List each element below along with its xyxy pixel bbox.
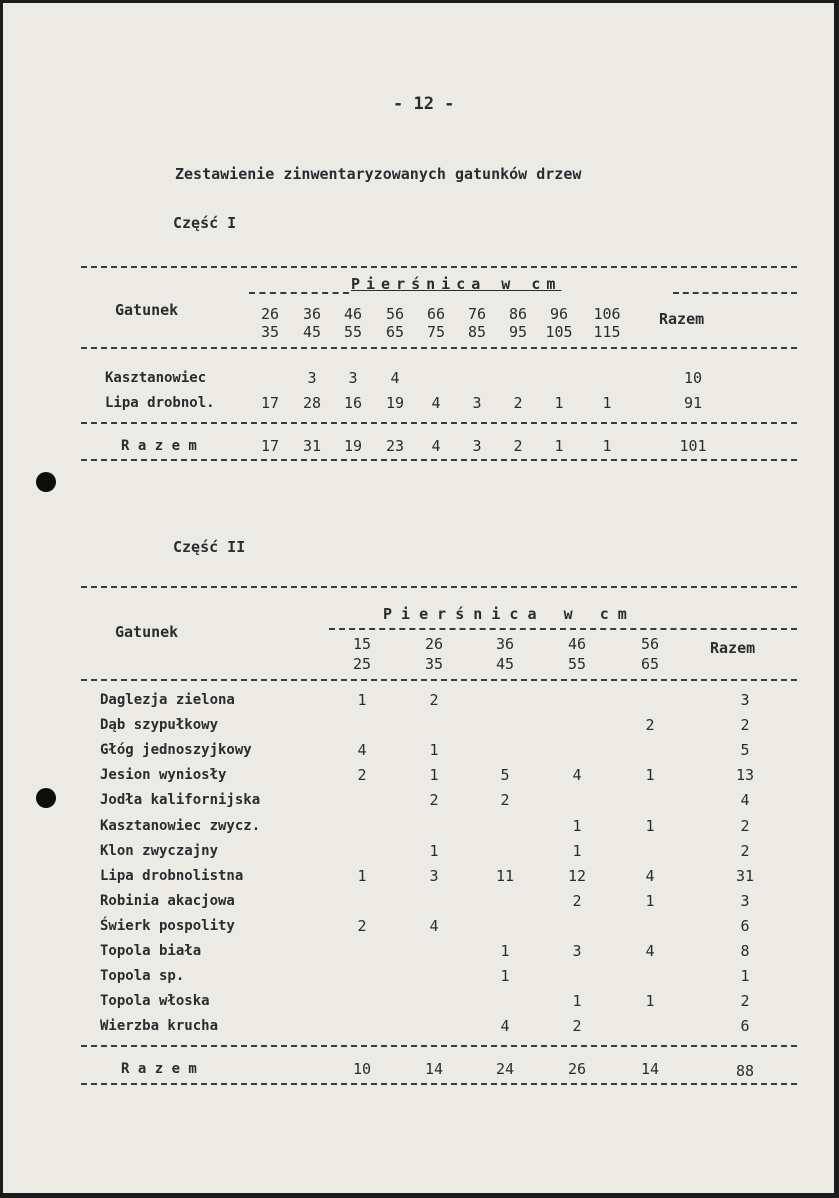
part2-cell: 1 [500,967,510,986]
part1-row-total: 10 [683,369,703,387]
part1-sum-cell: 1 [554,437,564,455]
part1-rule-bottom [81,459,797,461]
part2-total-header: Razem [710,639,756,657]
part1-rule-header [81,347,797,349]
part2-range-bottom: 65 [640,655,660,673]
part1-cell: 16 [343,394,363,412]
part1-sum-cell: 23 [385,437,405,455]
part1-sum-total: 101 [679,437,707,455]
part2-cell: 1 [645,891,655,910]
part2-cell: 2 [572,1017,582,1036]
part2-sum-cell: 24 [495,1060,515,1078]
part2-cell: 4 [645,866,655,885]
part2-row-total: 2 [740,992,750,1011]
part1-group-rule-left [249,292,349,294]
part2-cell: 4 [429,916,439,935]
part2-range-top: 26 [424,635,444,653]
part2-row-total: 3 [740,891,750,910]
part2-row-total: 3 [740,691,750,709]
part1-total-header: Razem [659,310,705,328]
part2-species-name: Topola sp. [100,968,185,985]
part1-cell: 19 [385,394,405,412]
part1-cell: 1 [554,394,564,412]
part1-species-header: Gatunek [115,301,179,319]
part1-sum-cell: 4 [431,437,441,455]
part2-cell: 1 [572,841,582,860]
part2-group-header: P i e r ś n i c a w c m [383,605,627,623]
part2-cell: 2 [429,791,439,810]
part2-species-name: Świerk pospolity [100,917,235,934]
part1-heading: Część I [173,214,237,232]
part1-cell: 3 [348,369,358,387]
part1-sum-cell: 1 [602,437,612,455]
part1-species-name: Kasztanowiec [105,370,207,386]
part1-rule-sum [81,422,797,424]
part2-sum-label: R a z e m [121,1061,197,1077]
part1-range-top: 26 [260,305,280,323]
part2-heading: Część II [173,538,246,556]
part2-species-name: Głóg jednoszyjkowy [100,742,252,759]
part2-cell: 2 [357,766,367,785]
part2-row-total: 2 [740,841,750,860]
part2-cell: 1 [357,866,367,885]
part2-species-name: Topola biała [100,943,202,959]
part1-cell: 1 [602,394,612,412]
part2-cell: 4 [645,942,655,960]
part1-sum-cell: 2 [513,437,523,455]
part2-cell: 1 [357,691,367,709]
part1-cell: 3 [472,394,482,412]
part2-species-name: Kasztanowiec zwycz. [100,817,261,834]
part1-cell: 2 [513,394,523,412]
part1-cell: 4 [390,369,400,387]
part1-range-top: 96 [549,305,569,323]
part1-sum-cell: 17 [260,437,280,455]
part2-sum-cell: 26 [567,1060,587,1078]
part2-row-total: 31 [735,866,755,885]
part1-range-bottom: 115 [593,323,621,341]
part2-cell: 1 [500,942,510,960]
part1-range-bottom: 105 [545,323,573,341]
part2-range-top: 56 [640,635,660,653]
part2-row-total: 8 [740,942,750,960]
part2-cell: 2 [572,891,582,910]
part2-cell: 1 [645,766,655,785]
part2-species-name: Dąb szypułkowy [100,717,219,734]
part2-cell: 3 [572,942,582,960]
part2-species-name: Robinia akacjowa [100,892,235,909]
part2-species-header: Gatunek [115,623,179,641]
part1-range-top: 106 [593,305,621,323]
part1-range-bottom: 75 [426,323,446,341]
part1-range-bottom: 95 [508,323,528,341]
part2-sum-total: 88 [735,1062,755,1080]
part2-row-total: 13 [735,766,755,785]
part1-range-top: 56 [385,305,405,323]
part2-row-total: 6 [740,1017,750,1036]
document-title: Zestawienie zinwentaryzowanych gatunków drzew [175,165,582,183]
part2-species-name: Jodła kalifornijska [100,792,261,809]
part2-sum-cell: 14 [424,1060,444,1078]
part1-range-bottom: 55 [343,323,363,341]
part2-rule-header [81,679,797,681]
part2-cell: 12 [567,866,587,885]
part2-range-bottom: 25 [352,655,372,673]
part2-row-total: 4 [740,791,750,810]
binder-hole-bottom [36,788,56,808]
part2-cell: 2 [357,916,367,935]
part1-species-name: Lipa drobnol. [105,395,215,411]
part2-row-total: 2 [740,716,750,735]
part2-species-name: Jesion wyniosły [100,767,227,784]
part1-sum-cell: 3 [472,437,482,455]
part2-range-bottom: 45 [495,655,515,673]
part1-range-top: 86 [508,305,528,323]
part2-cell: 1 [429,741,439,760]
part2-range-top: 15 [352,635,372,653]
part2-row-total: 5 [740,741,750,760]
part2-range-top: 46 [567,635,587,653]
part2-row-total: 2 [740,816,750,835]
part2-cell: 4 [572,766,582,785]
part1-range-bottom: 85 [467,323,487,341]
part2-row-total: 1 [740,967,750,986]
part2-cell: 1 [645,816,655,835]
part1-range-top: 76 [467,305,487,323]
part2-sum-cell: 10 [352,1060,372,1078]
part1-range-bottom: 35 [260,323,280,341]
part2-species-name: Lipa drobnolistna [100,867,244,884]
part2-cell: 2 [500,791,510,810]
part1-row-total: 91 [683,394,703,412]
part1-sum-label: R a z e m [121,438,197,454]
part2-cell: 1 [572,816,582,835]
part1-sum-cell: 19 [343,437,363,455]
part1-cell: 4 [431,394,441,412]
part1-rule-top [81,266,797,268]
part1-cell: 3 [307,369,317,387]
part2-cell: 1 [429,766,439,785]
part1-range-bottom: 65 [385,323,405,341]
part2-rule-top [81,586,797,588]
part2-species-name: Wierzba krucha [100,1018,219,1035]
part2-species-name: Daglezja zielona [100,692,235,708]
part2-species-name: Topola włoska [100,993,210,1010]
part1-range-top: 46 [343,305,363,323]
document-page [3,3,834,1193]
binder-hole-top [36,472,56,492]
part2-cell: 3 [429,866,439,885]
part2-rule-sum [81,1045,797,1047]
part2-cell: 1 [645,992,655,1011]
part1-group-rule-right [673,292,797,294]
part2-cell: 4 [357,741,367,760]
part1-range-top: 36 [302,305,322,323]
part2-range-bottom: 55 [567,655,587,673]
part2-species-name: Klon zwyczajny [100,842,219,859]
part2-cell: 2 [645,716,655,735]
part2-rule-bottom [81,1083,797,1085]
part2-sum-cell: 14 [640,1060,660,1078]
part2-cell: 1 [429,841,439,860]
part2-cell: 2 [429,691,439,709]
part2-cell: 5 [500,766,510,785]
part2-row-total: 6 [740,916,750,935]
part2-cell: 4 [500,1017,510,1036]
part1-cell: 17 [260,394,280,412]
part1-range-bottom: 45 [302,323,322,341]
part2-cell: 1 [572,992,582,1011]
part2-range-top: 36 [495,635,515,653]
page-number: - 12 - [393,94,455,114]
part1-range-top: 66 [426,305,446,323]
part2-cell: 11 [495,866,515,885]
part1-group-header: Pierśnica w cm [351,275,562,293]
part1-cell: 28 [302,394,322,412]
part1-sum-cell: 31 [302,437,322,455]
part2-range-bottom: 35 [424,655,444,673]
part2-group-rule [329,628,797,630]
